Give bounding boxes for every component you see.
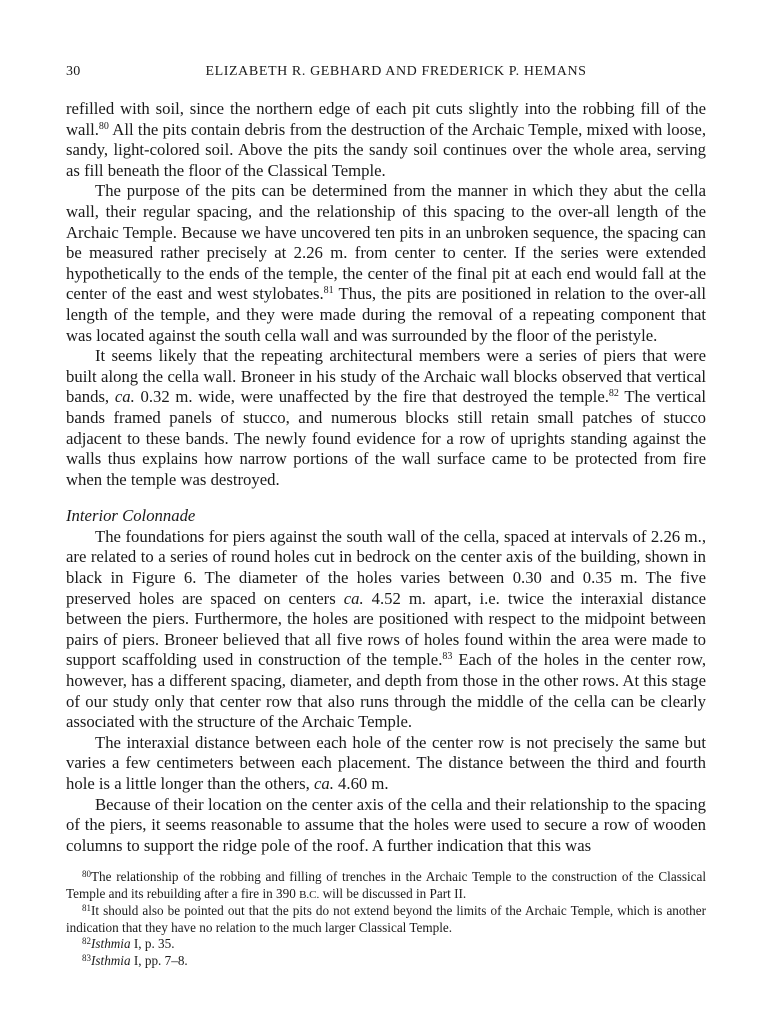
footnote-number: 82	[82, 936, 91, 947]
paragraph-3-text-b: 0.32 m. wide, were unaffected by the fire that destroyed the temple.	[134, 387, 609, 407]
paragraph-2-text-b: Thus, the pits are positioned in relation to the over-all length of the temple, and they were made during the removal of a repeating component that was located against the south cella wall and was surrounded by the floor of the peristyle.	[66, 284, 706, 345]
footnote-81-text: It should also be pointed out that the pits do not extend beyond the limits of the Archaic Temple, which is another indication that they have no relation to the much larger Classical Temple.	[66, 903, 706, 935]
footnote-82-text: I, p. 35.	[130, 936, 175, 952]
footnote-ref-82[interactable]: 82	[608, 388, 619, 400]
footnote-ref-83[interactable]: 83	[442, 651, 453, 663]
page-number: 30	[66, 64, 81, 79]
paragraph-5	[66, 733, 706, 795]
paragraph-2	[66, 181, 706, 346]
body-text	[66, 99, 706, 856]
footnote-number: 80	[82, 869, 91, 880]
paragraph-3-text-a: It seems likely that the repeating architectural members were a series of piers that were built along the cella wall. Broneer in his study of the Archaic wall blocks observed that vertical bands,	[66, 346, 706, 407]
paragraph-4-text-a: The foundations for piers against the south wall of the cella, spaced at intervals of 2.26 m., are related to a series of round holes cut in bedrock on the center axis of the building, shown in black in Figure 6. The diameter of the holes varies between 0.30 and 0.35 m. The five preserved holes are spaced on centers	[66, 526, 706, 608]
footnote-ref-80[interactable]: 80	[98, 120, 109, 132]
abbr-circa: ca.	[343, 588, 364, 608]
paragraph-1-text-a: refilled with soil, since the northern edge of each pit cuts slightly into the robbing fill of the wall.	[66, 99, 706, 139]
citation-title: Isthmia	[91, 936, 131, 952]
abbr-circa: ca.	[313, 774, 334, 793]
citation-title: Isthmia	[91, 952, 131, 968]
footnote-81	[66, 903, 706, 936]
paragraph-2-text-a: The purpose of the pits can be determined from the manner in which they abut the cella wall, their regular spacing, and the relationship of this spacing to the over-all length of the Archaic Temple. Because we have uncovered ten pits in an unbroken sequence, the spacing can be measured rather precisely at 2.26 m. from center to center. If the series were extended hypothetically to the ends of the temple, the center of the final pit at each end would fall at the center of the east and west stylobates.	[66, 181, 706, 304]
footnote-80-text-b: will be discussed in Part II.	[319, 885, 467, 901]
running-head-authors: ELIZABETH R. GEBHARD AND FREDERICK P. HEMANS	[205, 64, 587, 79]
paragraph-4-text-c: Each of the holes in the center row, however, has a different spacing, diameter, and depth from those in the other rows. At this stage of our study only that center row that also runs through the middle of the cella can be clearly associated with the structure of the Archaic Temple.	[66, 650, 706, 732]
paragraph-6	[66, 795, 706, 857]
footnote-82	[66, 936, 706, 953]
paragraph-1-text-b: All the pits contain debris from the destruction of the Archaic Temple, mixed with loose, sandy, light-colored soil. Above the pits the sandy soil continues over the whole area, serving as fill beneath the floor of the Classical Temple.	[66, 119, 706, 180]
footnote-83	[66, 953, 706, 970]
paragraph-4-text-b: 4.52 m. apart, i.e. twice the interaxial distance between the piers. Furthermore, the holes are positioned with respect to the midpoint between pairs of piers. Broneer believed that all five rows of holes found within the area were made to support scaffolding used in construction of the temple.	[66, 588, 706, 670]
running-head	[66, 64, 706, 80]
paragraph-5-text-b: 4.60 m.	[333, 774, 389, 793]
paragraph-3-text-c: The vertical bands framed panels of stucco, and numerous blocks still retain small patches of stucco adjacent to these bands. The newly found evidence for a row of uprights standing against the walls thus explains how narrow portions of the wall surface came to be protected from fire when the temple was destroyed.	[66, 387, 707, 489]
paragraph-3	[66, 346, 706, 490]
paragraph-4	[66, 527, 706, 733]
paragraph-1	[66, 99, 706, 181]
footnote-ref-81[interactable]: 81	[323, 285, 334, 297]
footnote-83-text: I, pp. 7–8.	[130, 952, 188, 968]
footnote-80	[66, 869, 706, 903]
paragraph-5-text-a: The interaxial distance between each hole of the center row is not precisely the same but varies a few centimeters between each placement. The distance between the third and fourth hole is a little longer than the others,	[66, 732, 706, 793]
footnote-80-text-a: The relationship of the robbing and filling of trenches in the Archaic Temple to the construction of the Classical Temple and its rebuilding after a fire in 390	[66, 869, 706, 901]
paragraph-6-text: Because of their location on the center axis of the cella and their relationship to the spacing of the piers, it seems reasonable to assume that the holes were used to secure a row of wooden columns to support the ridge pole of the roof. A further indication that this was	[66, 794, 706, 855]
footnotes	[66, 869, 706, 969]
footnote-number: 81	[82, 903, 91, 914]
abbr-bc: B.C.	[299, 888, 320, 901]
section-heading: Interior Colonnade	[66, 506, 196, 526]
footnote-number: 83	[82, 952, 91, 963]
abbr-circa: ca.	[114, 387, 135, 407]
